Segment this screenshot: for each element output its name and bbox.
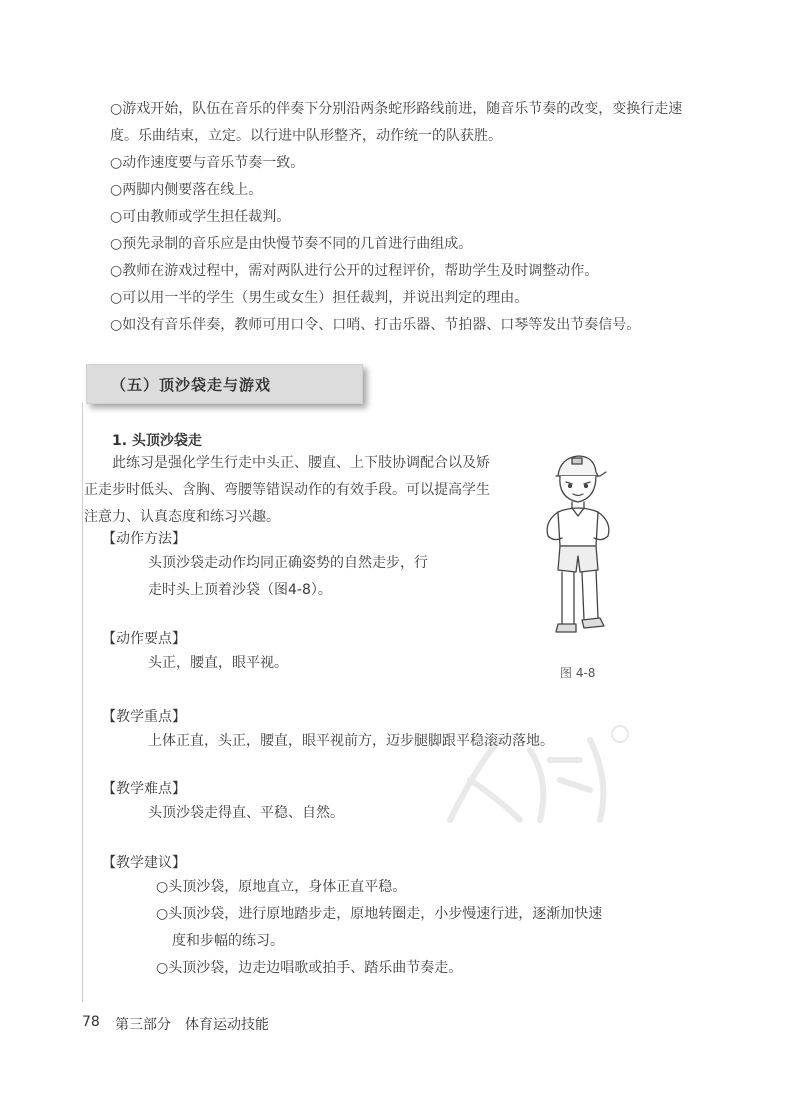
method-label: 【动作方法】 — [102, 531, 186, 547]
teaching-focus-label: 【教学重点】 — [102, 709, 186, 725]
key-points-label: 【动作要点】 — [102, 631, 186, 647]
method-content — [148, 550, 428, 604]
figure-caption: 图 4-8 — [560, 666, 596, 680]
publisher-watermark-icon — [430, 720, 630, 840]
paragraph-feet: ○两脚内侧要落在线上。 — [110, 182, 263, 198]
teaching-focus-text: 上体正直，头正，腰直，眼平视前方，迈步腿脚跟平稳滚动落地。 — [148, 733, 554, 749]
page-number: 78 — [82, 1014, 100, 1030]
suggestion-item-2-cont: 度和步幅的练习。 — [172, 933, 284, 949]
top-paragraph-block — [110, 96, 710, 339]
teaching-suggestions-list — [156, 874, 696, 982]
teaching-difficulty-text: 头顶沙袋走得直、平稳、自然。 — [148, 805, 344, 821]
section-title: （五）顶沙袋走与游戏 — [111, 376, 272, 394]
paragraph-speed: ○动作速度要与音乐节奏一致。 — [110, 155, 305, 171]
method-line-1: 头顶沙袋走动作均同正确姿势的自然走步，行 — [148, 555, 428, 571]
boy-walking-illustration-icon — [528, 446, 618, 656]
teaching-difficulty-label: 【教学难点】 — [102, 781, 186, 797]
method-line-2: 走时头上顶着沙袋（图4-8）。 — [148, 582, 332, 598]
margin-rule — [82, 402, 83, 1002]
suggestion-item-1: ○头顶沙袋，原地直立，身体正直平稳。 — [156, 879, 407, 895]
key-points-text: 头正，腰直，眼平视。 — [148, 655, 288, 671]
paragraph-referee: ○可由教师或学生担任裁判。 — [110, 209, 291, 225]
teaching-suggestions-label: 【教学建议】 — [102, 855, 186, 871]
section-heading-box — [86, 364, 363, 404]
intro-paragraph — [84, 450, 494, 531]
suggestion-item-3: ○头顶沙袋，边走边唱歌或拍手、踏乐曲节奏走。 — [156, 960, 463, 976]
paragraph-evaluation: ○教师在游戏过程中，需对两队进行公开的过程评价，帮助学生及时调整动作。 — [110, 263, 599, 279]
paragraph-no-music: ○如没有音乐伴奏，教师可用口令、口哨、打击乐器、节拍器、口琴等发出节奏信号。 — [110, 317, 641, 333]
subsection-title: 1. 头顶沙袋走 — [112, 433, 202, 449]
footer-part-title: 第三部分 体育运动技能 — [115, 1017, 269, 1033]
suggestion-item-2: ○头顶沙袋，进行原地踏步走，原地转圈走，小步慢速行进，逐渐加快速 — [156, 906, 603, 922]
paragraph-game-start: ○游戏开始，队伍在音乐的伴奏下分别沿两条蛇形路线前进，随音乐节奏的改变，变换行走速度。乐曲结束，立定。以行进中队形整齐，动作统一的队获胜。 — [110, 101, 683, 144]
paragraph-music: ○预先录制的音乐应是由快慢节奏不同的几首进行曲组成。 — [110, 236, 473, 252]
intro-text: 此练习是强化学生行走中头正、腰直、上下肢协调配合以及矫正走步时低头、含胸、弯腰等错误动作的有效手段。可以提高学生注意力、认真态度和练习兴趣。 — [84, 455, 490, 525]
paragraph-half-students: ○可以用一半的学生（男生或女生）担任裁判，并说出判定的理由。 — [110, 290, 529, 306]
